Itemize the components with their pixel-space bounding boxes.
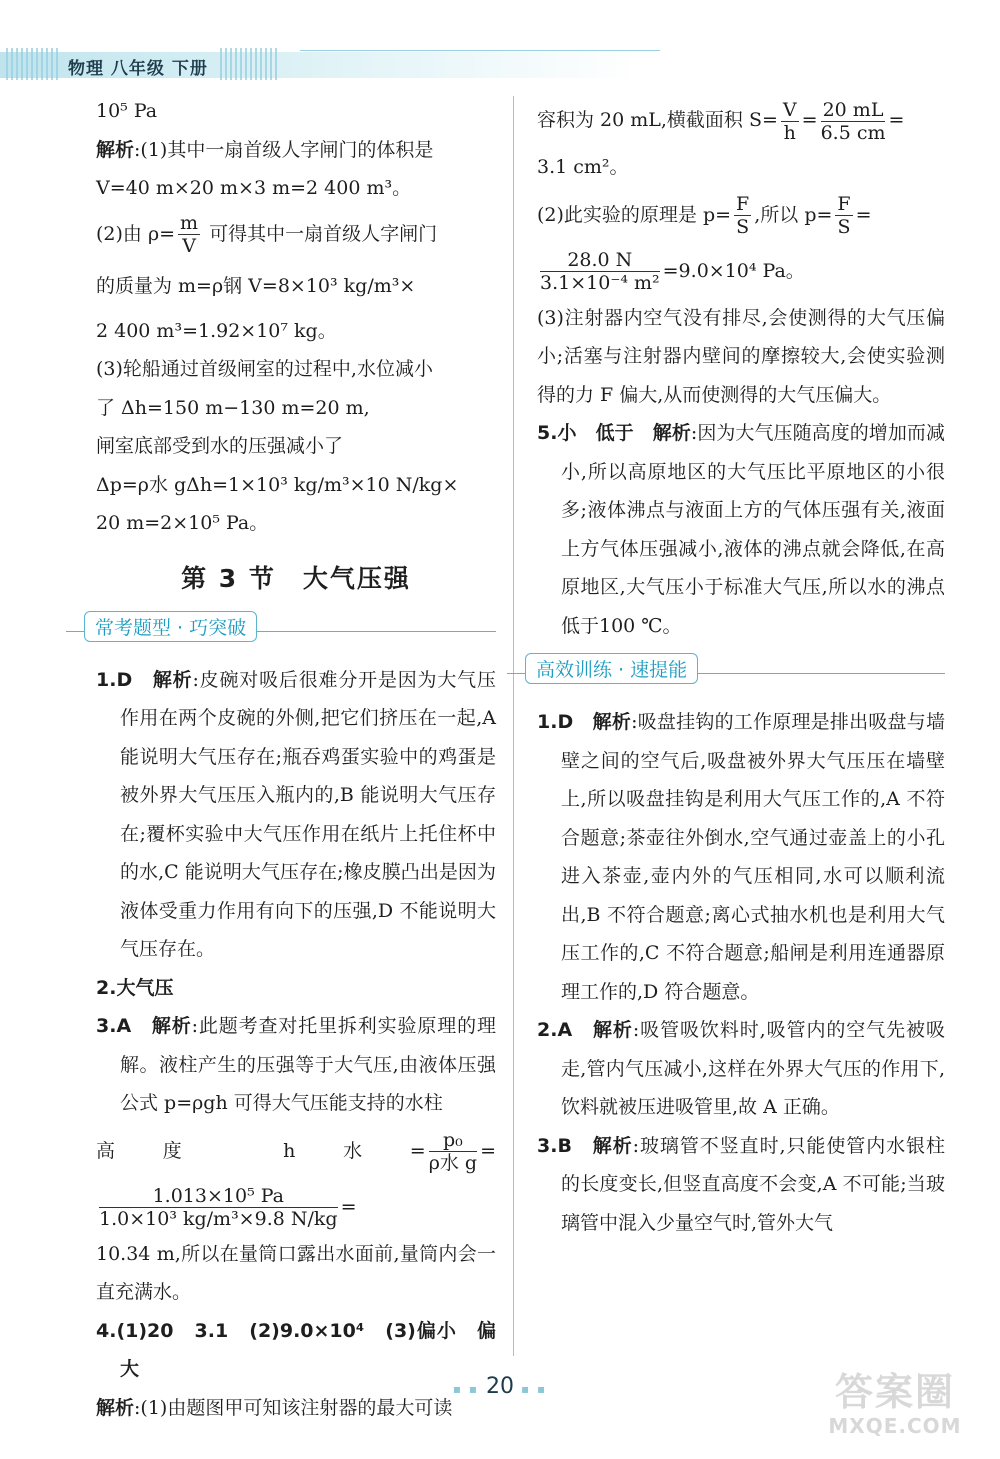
text-line: 3.1 cm²。 [537, 156, 629, 178]
text-line: 2 400 m³=1.92×10⁷ kg。 [96, 319, 337, 342]
text-line: (2)由 ρ= $\frac{m}{V}$ 可得其中一扇首级人字闸门 [96, 212, 438, 257]
text-line: (3)轮船通过首级闸室的过程中,水位减小 [96, 358, 433, 380]
formula-line: 容积为 20 mL,横截面积 S= $\frac{V}{h}$ = $\frac{20 mL}{6.5 cm}$ = [537, 98, 905, 144]
text-line: 10⁵ Pa [96, 100, 158, 122]
page-header [0, 42, 700, 88]
text-line: 10.34 m,所以在量筒口露出水面前,量筒内会一直充满水。 [96, 1242, 496, 1303]
banner-efficient-training [507, 651, 945, 691]
answer-item: 1.D 解析:皮碗对吸后很难分开是因为大气压作用在两个皮碗的外侧,把它们挤压在一起,A 能说明大气压存在;瓶吞鸡蛋实验中的鸡蛋是被外界大气压压入瓶内的,B 能说明大气压存在;覆杯实验中大气压作用在纸片上托住杯中的水,C 能说明大气压存在;橡皮膜凸出是因为液体受重力作用有向下的压强,D 不能说明大气压存在。 [96, 668, 496, 960]
answer-item: 1.D 解析:吸盘挂钩的工作原理是排出吸盘与墙壁之间的空气后,吸盘被外界大气压压在墙壁上,所以吸盘挂钩是利用大气压工作的,A 不符合题意;茶壶往外倒水,空气通过壶盖上的小孔进入茶壶,壶内外的气压相同,水可以顺利流出,B 不符合题意;离心式抽水机也是利用大气压工作的,C 不符合题意;船闸是利用连通器原理工作的,D 符合题意。 [537, 711, 945, 1003]
page-number-dots-right: ▪ ▪ [521, 1382, 548, 1396]
fraction: $\frac{F}{S}$ [736, 193, 750, 238]
answer-item: 2.A 解析:吸管吸饮料时,吸管内的空气先被吸走,管内气压减小,这样在外界大气压的作用下,饮料就被压进吸管里,故 A 正确。 [537, 1019, 945, 1118]
text-line: V=40 m×20 m×3 m=2 400 m³。 [96, 177, 412, 199]
book-title: 物理 八年级 下册 [68, 59, 208, 79]
fraction: $\frac{\text{1.013×10⁵ Pa}}{\text{1.0×10³ kg/m³×9.8 N/kg}}$ [99, 1185, 338, 1230]
fraction: $\frac{V}{h}$ [782, 98, 797, 144]
fraction: $\frac{28.0 N}{\text{3.1×10⁻⁴ m²}}$ [540, 249, 660, 294]
page-number: ▪ ▪ 20 ▪ ▪ [452, 1374, 548, 1399]
text-block: (3)注射器内空气没有排尽,会使测得的大气压偏小;活塞与注射器内壁间的摩擦较大,会使实验测得的力 F 偏大,从而使测得的大气压偏大。 [537, 306, 945, 406]
left-column [96, 92, 496, 1427]
formula-line: $\frac{28.0 N}{\text{3.1×10⁻⁴ m²}}$ =9.0×10⁴ Pa。 [540, 249, 805, 294]
text-line: 了 Δh=150 m−130 m=20 m, [96, 396, 370, 419]
text-line: 解析:(1)其中一扇首级人字闸门的体积是 [96, 138, 434, 161]
header-rule [300, 50, 660, 51]
answer-item: 3.B 解析:玻璃管不竖直时,只能使管内水银柱的长度变长,但竖直高度不会变,A 不可能;当玻璃管中混入少量空气时,管外大气 [537, 1134, 945, 1234]
banner-label: 常考题型 · 巧突破 [84, 611, 257, 642]
answer-item: 4.(1)20 3.1 (2)9.0×10⁴ (3)偏小 偏大 [96, 1319, 496, 1380]
fraction: $\frac{\text{p₀}}{\text{ρ水 g}}$ [428, 1129, 478, 1174]
column-divider [513, 96, 514, 1356]
formula-line: (2)此实验的原理是 p= $\frac{F}{S}$ ,所以 p= $\frac{F}{S}$ = [537, 193, 872, 238]
fraction: $\frac{20 mL}{6.5 cm}$ [820, 98, 886, 144]
text-line: 解析:(1)由题图甲可知该注射器的最大可读 [96, 1396, 453, 1419]
text-line: Δp=ρ水 gΔh=1×10³ kg/m³×10 N/kg× [96, 473, 459, 496]
fraction: $\frac{m}{V}$ [180, 212, 199, 257]
answer-item: 2.大气压 [96, 976, 174, 999]
watermark: 答案圈 MXQE.COM [828, 1370, 962, 1438]
answer-item: 5.小 低于 解析:因为大气压随高度的增加而减小,所以高原地区的大气压比平原地区的小很多;液体沸点与液面上方的气体压强有关,液面上方气体压强减小,液体的沸点就会降低,在高原地区,大气压小于标准大气压,所以水的沸点低于100 ℃。 [537, 422, 945, 637]
banner-common-questions [66, 609, 496, 649]
formula-line: 高度 h水= $\frac{\text{p₀}}{\text{ρ水 g}}$ = $\frac{\text{1.013×10⁵ Pa}}{\text{1.0×10³ kg/m³×9.8 N/kg}}$ = [96, 1129, 496, 1230]
text-line: 闸室底部受到水的压强减小了 [96, 435, 344, 457]
right-column [537, 92, 945, 1242]
answer-item: 3.A 解析:此题考查对托里拆利实验原理的理解。液柱产生的压强等于大气压,由液体压强公式 p=ρgh 可得大气压能支持的水柱 [96, 1015, 496, 1114]
header-dots-right [220, 48, 280, 80]
section-title: 第 3 节 大气压强 [181, 563, 411, 593]
header-dots-left [6, 48, 58, 80]
text-line: 20 m=2×10⁵ Pa。 [96, 512, 269, 534]
fraction: $\frac{F}{S}$ [837, 193, 851, 238]
text-line: 的质量为 m=ρ钢 V=8×10³ kg/m³× [96, 274, 416, 297]
page-number-dots-left: ▪ ▪ [452, 1382, 479, 1396]
banner-label: 高效训练 · 速提能 [525, 653, 698, 684]
